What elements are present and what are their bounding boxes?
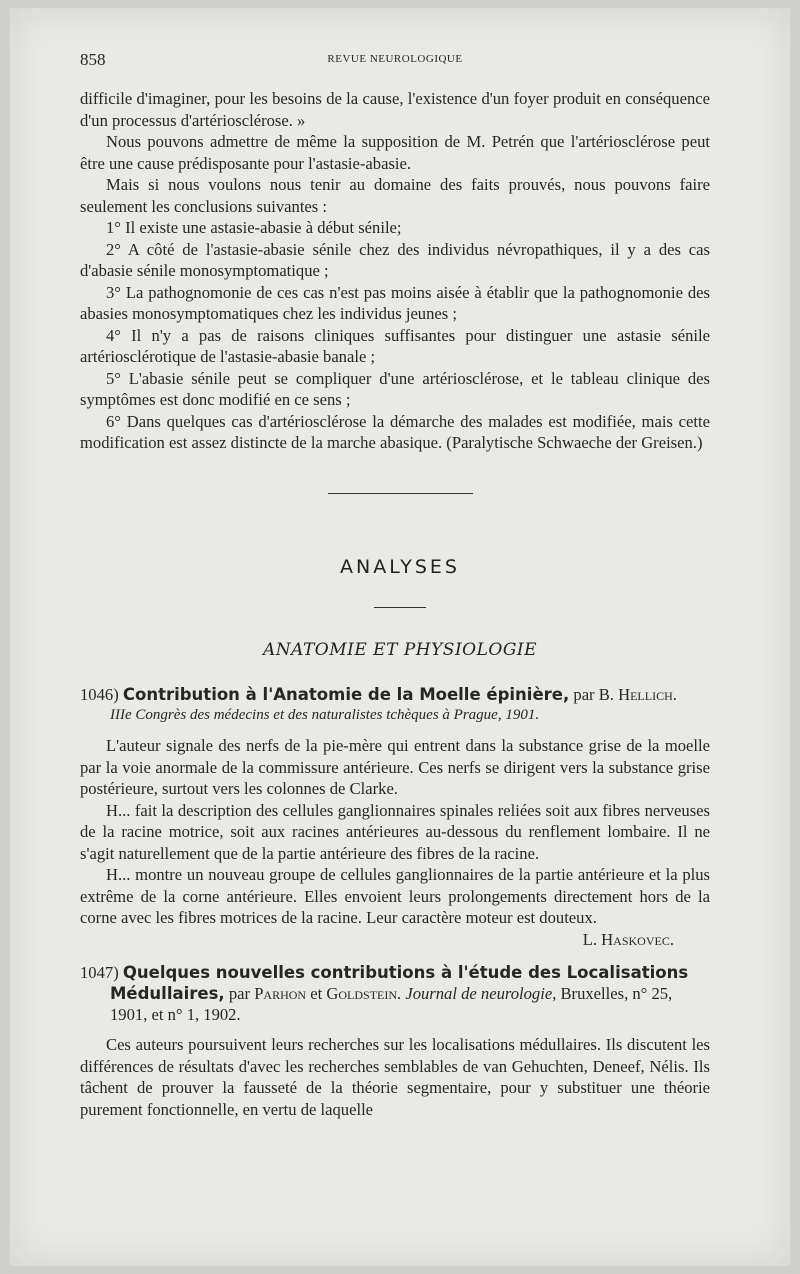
entry-number: 1046) [80,685,119,704]
subsection-title: ANATOMIE ET PHYSIOLOGIE [262,640,538,660]
entry-number: 1047) [80,963,119,982]
title-underline [374,607,426,608]
analysis-entry-1046 [80,684,710,950]
continued-article [80,88,710,454]
paragraph: L'auteur signale des nerfs de la pie-mère qui entrent dans la substance grise de la moelle par la voie anormale de la commissure antérieure. Ces nerfs se dirigent vers la substance grise postérieure, surtout vers les colonnes de Clarke. [80,736,710,798]
conclusion-item: 2° A côté de l'astasie-abasie sénile chez des individus névropathiques, il y a des cas d'abasie sénile monosymptomatique ; [80,239,710,280]
conclusion-item: 3° La pathognomonie de ces cas n'est pas moins aisée à établir que la pathognomonie des abasies monosymptomatiques chez les individus jeunes ; [80,282,710,323]
conclusion-item: 4° Il n'y a pas de raisons cliniques suffisantes pour distinguer une astasie sénile artériosclérotique de l'astasie-abasie banale ; [80,325,710,366]
entry-heading: 1047) Quelques nouvelles contributions à l'étude des Localisations Médullaires, par Parhon et Goldstein. Journal de neurologie, Bruxelles, n° 25, 1901, et n° 1, 1902. [80,963,689,1024]
conclusion-item: 5° L'abasie sénile peut se compliquer d'une artériosclérose, et le tableau clinique des symptômes est donc modifié en ce sens ; [80,368,710,409]
page-number: 858 [80,50,106,69]
paragraph: Ces auteurs poursuivent leurs recherches sur les localisations médullaires. Ils discutent les différences de résultats d'avec les recherches semblables de van Gehuchten, Deneef, Nélis. Ils tâchent de prouver la fausseté de la théorie segmentaire, pour y substituer une théorie purement fonctionnelle, en vertu de laquelle [80,1035,710,1119]
entry-source: IIIe Congrès des médecins et des naturalistes tchèques à Prague, 1901. [110,707,540,723]
paragraph: Mais si nous voulons nous tenir au domaine des faits prouvés, nous pouvons faire seulement les conclusions suivantes : [80,175,710,216]
paragraph: Nous pouvons admettre de même la supposition de M. Petrén que l'artériosclérose peut être une cause prédisposante pour l'astasie-abasie. [80,132,710,173]
conclusion-item: 1° Il existe une astasie-abasie à début sénile; [106,218,402,237]
entry-heading: 1046) Contribution à l'Anatomie de la Moelle épinière, par B. Hellich. IIIe Congrès des médecins et des naturalistes tchèques à Prague, 1901. [80,684,710,726]
entry-author: Goldstein [326,984,398,1003]
entry-author: Hellich. [618,685,677,704]
entry-author: Parhon [254,984,307,1003]
paragraph: H... fait la description des cellules ganglionnaires spinales reliées soit aux fibres nerveuses de la racine motrice, soit aux racines antérieures au-dessous du renflement lombaire. Il ne s'agit naturellement que de la partie antérieure des fibres de la racine. [80,800,710,863]
entry-journal: Journal de neurologie [405,984,553,1003]
section-divider [328,493,473,494]
reviewer-signature: L. Haskovec. [582,929,674,949]
entry-title: Contribution à l'Anatomie de la Moelle épinière, [122,685,570,704]
page-header [80,50,710,76]
entry-source: , Bruxelles, n° 25, 1901, et n° 1, 1902. [110,984,673,1024]
continued-paragraph: difficile d'imaginer, pour les besoins de la cause, l'existence d'un foyer produit en conséquence d'un processus d'artériosclérose. » [80,89,710,130]
paragraph: H... montre un nouveau groupe de cellules ganglionnaires de la partie antérieure et la plus extrême de la corne antérieure. Elles envoient leurs prolongements directement hors de la corne avec les fibres motrices de la racine. Leur caractère moteur est douteux. L. Haskovec. [80,865,710,949]
analysis-entry-1047 [80,962,710,1120]
running-title: REVUE NEUROLOGIQUE [327,53,463,65]
section-title: ANALYSES [339,556,460,578]
conclusion-item: 6° Dans quelques cas d'artériosclérose la démarche des malades est modifiée, mais cette modification est assez distincte de la marche abasique. (Paralytische Schwaeche der Greisen.) [80,411,710,452]
entry-title: Quelques nouvelles contributions à l'étude des Localisations Médullaires, [110,963,689,1003]
